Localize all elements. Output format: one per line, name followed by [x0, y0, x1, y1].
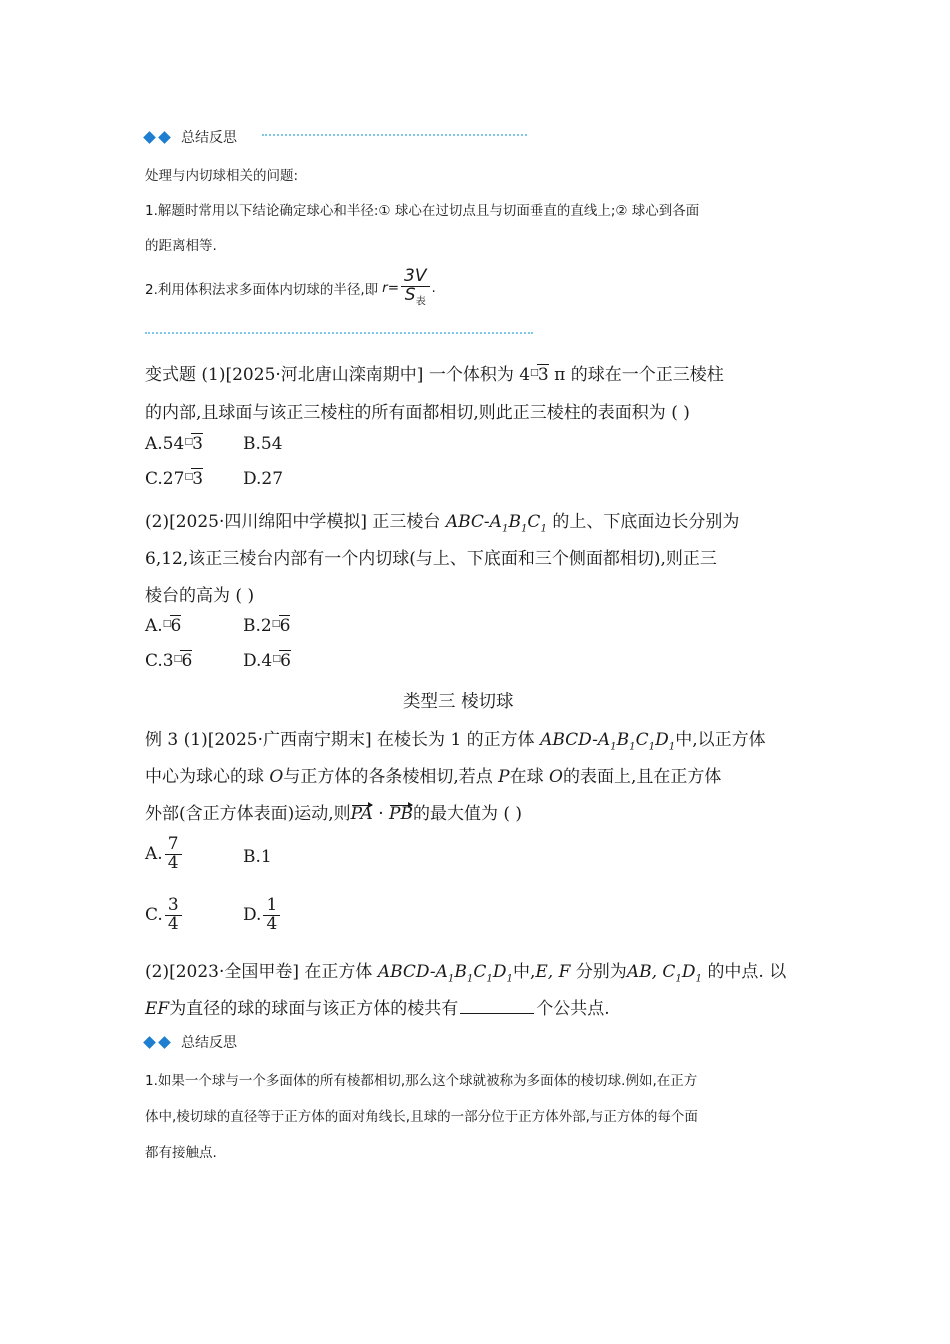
point-p: P	[498, 767, 510, 787]
cube-name: ABCD-$A_1B_1C_1D_1$	[540, 730, 676, 753]
example-3-line-1	[145, 725, 766, 752]
root-radicand: 6	[280, 651, 291, 671]
edge-c1d1: $C_1D_1$	[662, 962, 703, 985]
variant-line-1-text: 变式题 (1)[2025·河北唐山滦南期中] 一个体积为 4	[145, 365, 531, 385]
example-3-part-2-line-2	[145, 994, 610, 1019]
point-o: O	[269, 767, 284, 787]
fraction	[165, 836, 182, 873]
formula-fraction	[401, 268, 429, 308]
example-3-part-2-line-1	[145, 957, 786, 984]
diamond-icon	[158, 131, 171, 144]
option-label: B.2	[243, 616, 272, 636]
cube-root	[184, 469, 203, 489]
formula-subscript: 表	[415, 296, 426, 308]
cube-root	[174, 651, 193, 671]
denominator: 4	[266, 913, 278, 934]
option-d: D.27	[243, 469, 284, 489]
option-c	[145, 469, 203, 489]
summary-title: 总结反思	[181, 130, 237, 146]
example-3-line-2	[145, 762, 721, 787]
summary-2-line-1: 1.如果一个球与一个多面体的所有棱都相切,那么这个球就被称为多面体的棱切球.例如,在正方	[145, 1073, 698, 1089]
example-option-b: B.1	[243, 847, 272, 867]
frustum-name-a: ABC-A	[445, 512, 502, 532]
variant-part-2-line-1	[145, 507, 739, 534]
variant-part-2-line-2: 6,12,该正三棱台内部有一个内切球(与上、下底面和三个侧面都相切),则正三	[145, 549, 717, 569]
summary-header-1	[145, 126, 237, 148]
option-label: D.	[243, 905, 262, 926]
option-label: A.	[145, 844, 163, 865]
root-index: □	[184, 470, 194, 482]
root-index: □	[271, 617, 281, 629]
edge-ab: AB,	[626, 962, 657, 982]
part-2-line-2-text: 为直径的球的球面与该正方体的棱共有	[169, 999, 459, 1019]
option-c-label: C.27	[145, 469, 185, 489]
cube-root	[530, 365, 549, 385]
denominator: 4	[167, 913, 179, 934]
summary-item-1-line-1: 1.解题时常用以下结论确定球心和半径:① 球心在过切点且与切面垂直的直线上;② 球心到各面	[145, 203, 700, 219]
point-o: O	[549, 767, 563, 787]
option-label: D.4	[243, 651, 273, 671]
part-2-line-1-end: 的上、下底面边长分别为	[552, 512, 740, 532]
vector-pa: PA	[350, 804, 373, 824]
summary-2-line-2: 体中,棱切球的直径等于正方体的面对角线长,且球的一部分位于正方体外部,与正方体的每个面	[145, 1109, 698, 1125]
root-index: □	[184, 435, 194, 447]
example-3-line-1-end: 中,以正方体	[675, 730, 766, 750]
dot-product-sign: ·	[372, 804, 390, 824]
points-e-f: E, F	[535, 962, 571, 982]
example-3-line-3	[145, 799, 522, 824]
fraction	[263, 897, 280, 934]
line-2-text-a: 中心为球心的球	[145, 767, 264, 787]
option-a-label: A.54	[145, 434, 185, 454]
summary-item-1-line-2: 的距离相等.	[145, 238, 217, 254]
formula-numerator: 3V	[401, 268, 429, 287]
line-2-text-c: 在球	[509, 767, 544, 787]
option-label: C.	[145, 905, 163, 926]
root-index: □	[173, 652, 183, 664]
cube-root	[184, 434, 203, 454]
example-option-a	[145, 836, 184, 873]
root-radicand: 6	[279, 616, 291, 636]
vector-pb: PB	[389, 804, 413, 824]
formula-period: .	[431, 279, 436, 296]
dotted-divider	[262, 134, 527, 136]
summary-2-line-3: 都有接触点.	[145, 1145, 217, 1161]
option-a	[145, 434, 203, 454]
summary-item-2-text: 2.利用体积法求多面体内切球的半径,即	[145, 281, 379, 298]
example-option-d	[243, 897, 282, 934]
summary-intro: 处理与内切球相关的问题:	[145, 168, 299, 184]
variant-line-1-end: π 的球在一个正三棱柱	[554, 365, 724, 385]
part-2-option-c	[145, 651, 192, 671]
numerator: 3	[165, 897, 182, 916]
cube-name: ABCD-$A_1B_1C_1D_1$	[377, 962, 513, 985]
fraction	[165, 897, 182, 934]
root-index: □	[162, 617, 172, 629]
part-2-line-2-end: 个公共点.	[536, 999, 610, 1019]
option-label: A.	[145, 616, 163, 636]
summary-title: 总结反思	[181, 1035, 237, 1051]
root-index: □	[530, 366, 539, 378]
part-2-text-c: 分别为	[575, 962, 627, 982]
line-2-text-b: 与正方体的各条棱相切,若点	[283, 767, 493, 787]
root-radicand: 3	[192, 434, 203, 454]
line-2-text-d: 的表面上,且在正方体	[562, 767, 722, 787]
formula-denominator: S	[404, 284, 416, 305]
part-2-option-a	[145, 616, 181, 636]
part-2-text-d: 的中点. 以	[707, 962, 787, 982]
part-2-line-1-text: (2)[2025·四川绵阳中学模拟] 正三棱台	[145, 512, 441, 532]
formula-r: r=	[382, 279, 400, 296]
variant-part-2-line-3: 棱台的高为 ( )	[145, 586, 255, 606]
variant-line-1	[145, 360, 724, 385]
variant-line-2: 的内部,且球面与该正三棱柱的所有面都相切,则此正三棱柱的表面积为 ( )	[145, 403, 690, 423]
summary-header-2	[145, 1031, 237, 1053]
numerator: 7	[165, 836, 182, 855]
cube-root	[272, 651, 291, 671]
example-option-c	[145, 897, 184, 934]
option-label: C.3	[145, 651, 174, 671]
summary-item-2	[145, 268, 436, 308]
part-2-option-b	[243, 616, 290, 636]
root-radicand: 6	[170, 616, 182, 636]
part-2-option-d	[243, 651, 291, 671]
diamond-icon	[143, 1036, 156, 1049]
root-radicand: 6	[181, 651, 193, 671]
diamond-icon	[143, 131, 156, 144]
dotted-divider	[145, 332, 533, 334]
part-2-text-a: (2)[2023·全国甲卷] 在正方体	[145, 962, 373, 982]
cube-root	[163, 616, 182, 636]
diamond-icon	[158, 1036, 171, 1049]
option-b: B.54	[243, 434, 283, 454]
root-radicand: 3	[192, 469, 204, 489]
numerator: 1	[263, 897, 280, 916]
example-3-line-1-text: 例 3 (1)[2025·广西南宁期末] 在棱长为 1 的正方体	[145, 730, 535, 750]
cube-root	[272, 616, 291, 636]
denominator: 4	[167, 852, 179, 873]
frustum-name: ABC-$A_1B_1C_1$	[445, 512, 547, 535]
answer-blank[interactable]	[460, 1012, 534, 1014]
root-index: □	[272, 652, 282, 664]
section-title: 类型三 棱切球	[403, 692, 514, 712]
root-radicand: 3	[537, 365, 549, 385]
line-3-text-a: 外部(含正方体表面)运动,则	[145, 804, 351, 824]
segment-ef: EF	[145, 999, 170, 1019]
part-2-text-b: 中,	[512, 962, 536, 982]
line-3-text-b: 的最大值为 ( )	[412, 804, 523, 824]
